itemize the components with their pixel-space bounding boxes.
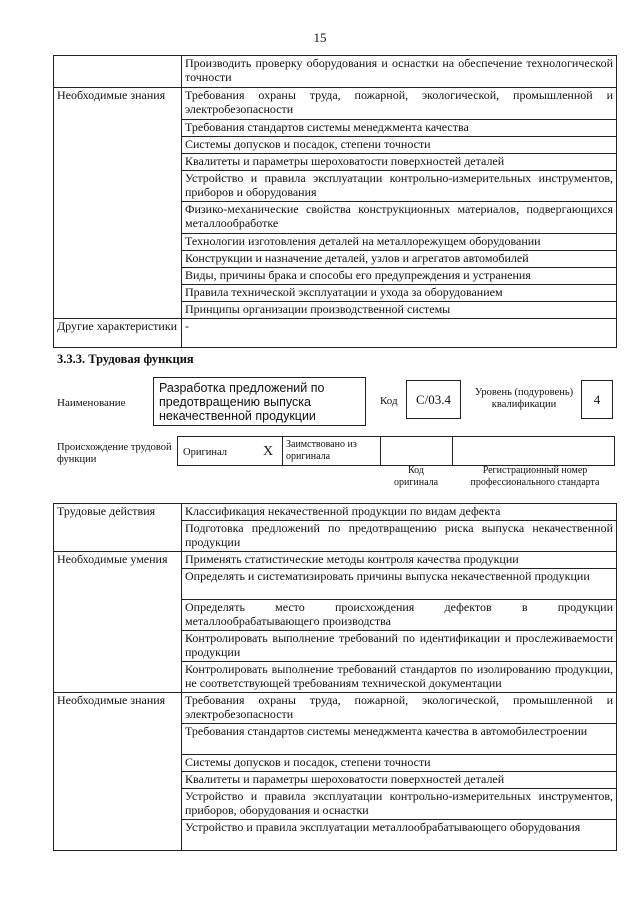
list-item: Принципы организации производственной системы bbox=[182, 302, 617, 319]
divider bbox=[452, 437, 453, 465]
row-label bbox=[54, 56, 182, 88]
list-item: Производить проверку оборудования и оснастки на обеспечение технологической точности bbox=[182, 56, 617, 88]
list-item: Применять статистические методы контроля качества продукции bbox=[182, 552, 617, 569]
list-item: Устройство и правила эксплуатации контрольно-измерительных инструментов, приборов, оборудования и оснастки bbox=[182, 789, 617, 820]
list-item: Устройство и правила эксплуатации металлообрабатывающего оборудования bbox=[182, 820, 617, 851]
code-original-caption: Код оригинала bbox=[393, 465, 439, 488]
qualification-level: 4 bbox=[581, 380, 613, 419]
list-item: - bbox=[182, 319, 617, 348]
code-label: Код bbox=[380, 395, 398, 407]
list-item: Технологии изготовления деталей на металлорежущем оборудовании bbox=[182, 234, 617, 251]
list-item: Квалитеты и параметры шероховатости поверхностей деталей bbox=[182, 772, 617, 789]
row-label: Необходимые знания bbox=[54, 693, 182, 851]
list-item: Квалитеты и параметры шероховатости поверхностей деталей bbox=[182, 154, 617, 171]
list-item: Виды, причины брака и способы его предупреждения и устранения bbox=[182, 268, 617, 285]
list-item: Физико-механические свойства конструкционных материалов, подвергающихся металлообработке bbox=[182, 202, 617, 234]
name-label: Наименование bbox=[57, 397, 126, 409]
list-item: Конструкции и назначение деталей, узлов и агрегатов автомобилей bbox=[182, 251, 617, 268]
row-label: Необходимые умения bbox=[54, 552, 182, 693]
registration-caption: Регистрационный номер профессионального стандарта bbox=[470, 465, 600, 488]
level-label: Уровень (подуровень) квалификации bbox=[474, 387, 574, 410]
list-item: Правила технической эксплуатации и ухода за оборудованием bbox=[182, 285, 617, 302]
function-code: C/03.4 bbox=[406, 380, 461, 419]
divider bbox=[380, 437, 381, 465]
list-item: Системы допусков и посадок, степени точности bbox=[182, 755, 617, 772]
list-item: Определять и систематизировать причины выпуска некачественной продукции bbox=[182, 569, 617, 600]
list-item: Требования охраны труда, пожарной, экологической, промышленной и электробезопасности bbox=[182, 88, 617, 120]
borrowed-label: Заимствовано из оригинала bbox=[286, 439, 357, 462]
origin-label: Происхождение трудовой функции bbox=[57, 442, 172, 465]
list-item: Классификация некачественной продукции по видам дефекта bbox=[182, 504, 617, 521]
list-item: Требования стандартов системы менеджмента качества bbox=[182, 120, 617, 137]
knowledge-table-top bbox=[53, 55, 617, 348]
function-name: Разработка предложений по предотвращению выпуска некачественной продукции bbox=[153, 377, 366, 426]
row-label: Другие характеристики bbox=[54, 319, 182, 348]
list-item: Системы допусков и посадок, степени точности bbox=[182, 137, 617, 154]
list-item: Требования стандартов системы менеджмента качества в автомобилестроении bbox=[182, 724, 617, 755]
list-item: Устройство и правила эксплуатации контрольно-измерительных инструментов, приборов и оборудования bbox=[182, 171, 617, 202]
original-label: Оригинал bbox=[183, 447, 227, 458]
original-mark: X bbox=[263, 444, 274, 459]
row-label: Трудовые действия bbox=[54, 504, 182, 552]
list-item: Требования охраны труда, пожарной, экологической, промышленной и электробезопасности bbox=[182, 693, 617, 724]
section-title: 3.3.3. Трудовая функция bbox=[57, 352, 194, 366]
list-item: Контролировать выполнение требований по идентификации и прослеживаемости продукции bbox=[182, 631, 617, 662]
list-item: Подготовка предложений по предотвращению риска выпуска некачественной продукции bbox=[182, 521, 617, 552]
origin-box bbox=[177, 436, 615, 466]
page-number: 15 bbox=[313, 30, 327, 45]
divider bbox=[282, 437, 283, 465]
list-item: Контролировать выполнение требований стандартов по изолированию продукции, не соответствующей требованиям технической документации bbox=[182, 662, 617, 693]
list-item: Определять место происхождения дефектов в продукции металлообрабатывающего производства bbox=[182, 600, 617, 631]
labor-function-table bbox=[53, 503, 617, 851]
row-label: Необходимые знания bbox=[54, 88, 182, 319]
